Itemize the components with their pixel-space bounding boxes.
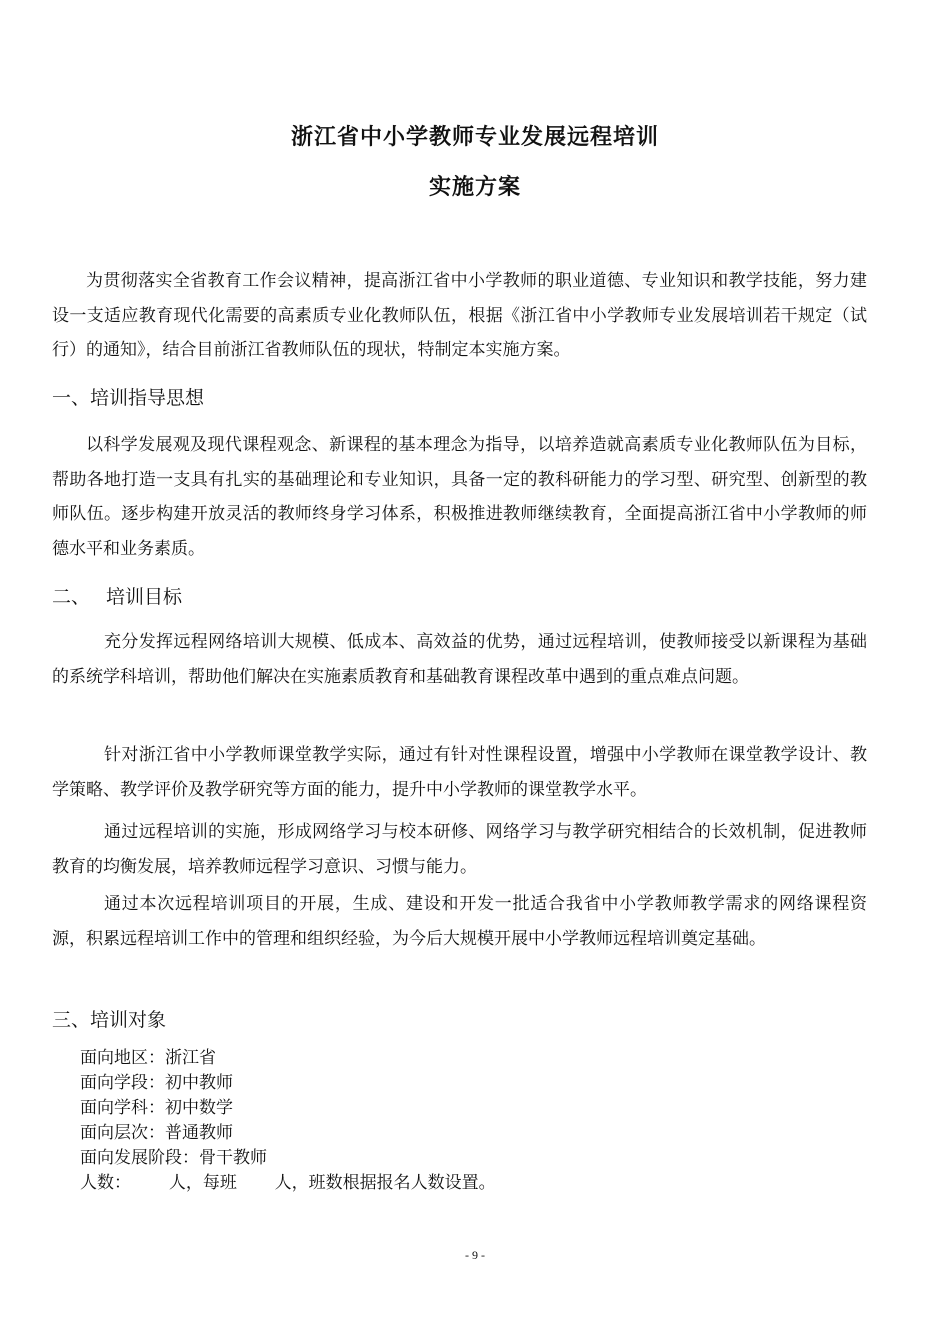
list-item: 面向发展阶段：骨干教师 [80, 1148, 267, 1168]
section-number: 二、 [52, 586, 91, 608]
section-heading-goals [52, 583, 182, 611]
goals-paragraph: 针对浙江省中小学教师课堂教学实际，通过有针对性课程设置，增强中小学教师在课堂教学设计、教学策略、教学评价及教学研究等方面的能力，提升中小学教师的课堂教学水平。 [52, 745, 867, 800]
section-heading-guiding-idea: 一、培训指导思想 [52, 387, 205, 409]
intro-paragraph: 为贯彻落实全省教育工作会议精神，提高浙江省中小学教师的职业道德、专业知识和教学技能，努力建设一支适应教育现代化需要的高素质专业化教师队伍，根据《浙江省中小学教师专业发展培训若干规定（试行）的通知》，结合目前浙江省教师队伍的现状，特制定本实施方案。 [52, 271, 867, 360]
list-item: 面向学段：初中教师 [80, 1073, 233, 1093]
list-item: 人数： 人，每班 人，班数根据报名人数设置。 [80, 1173, 496, 1193]
section-heading-target: 三、培训对象 [52, 1009, 167, 1031]
section-heading-text: 培训目标 [106, 586, 183, 608]
goals-paragraph: 通过本次远程培训项目的开展，生成、建设和开发一批适合我省中小学教师教学需求的网络课程资源，积累远程培训工作中的管理和组织经验，为今后大规模开展中小学教师远程培训奠定基础。 [52, 894, 867, 949]
list-item: 面向层次：普通教师 [80, 1123, 233, 1143]
list-item: 面向地区：浙江省 [80, 1048, 216, 1068]
list-item: 面向学科：初中数学 [80, 1098, 233, 1118]
target-info-list [80, 1046, 496, 1196]
document-title: 浙江省中小学教师专业发展远程培训 [290, 125, 659, 150]
goals-paragraph: 通过远程培训的实施，形成网络学习与校本研修、网络学习与教学研究相结合的长效机制，促进教师教育的均衡发展，培养教师远程学习意识、习惯与能力。 [52, 822, 867, 877]
document-subtitle: 实施方案 [428, 175, 521, 200]
goals-paragraph: 充分发挥远程网络培训大规模、低成本、高效益的优势，通过远程培训，使教师接受以新课程为基础的系统学科培训，帮助他们解决在实施素质教育和基础教育课程改革中遇到的重点难点问题。 [52, 632, 867, 687]
guiding-idea-paragraph: 以科学发展观及现代课程观念、新课程的基本理念为指导，以培养造就高素质专业化教师队伍为目标，帮助各地打造一支具有扎实的基础理论和专业知识，具备一定的教科研能力的学习型、研究型、创新型的教师队伍。逐步构建开放灵活的教师终身学习体系，积极推进教师继续教育，全面提高浙江省中小学教师的师德水平和业务素质。 [52, 435, 867, 559]
page-number: - 9 - [465, 1248, 485, 1262]
